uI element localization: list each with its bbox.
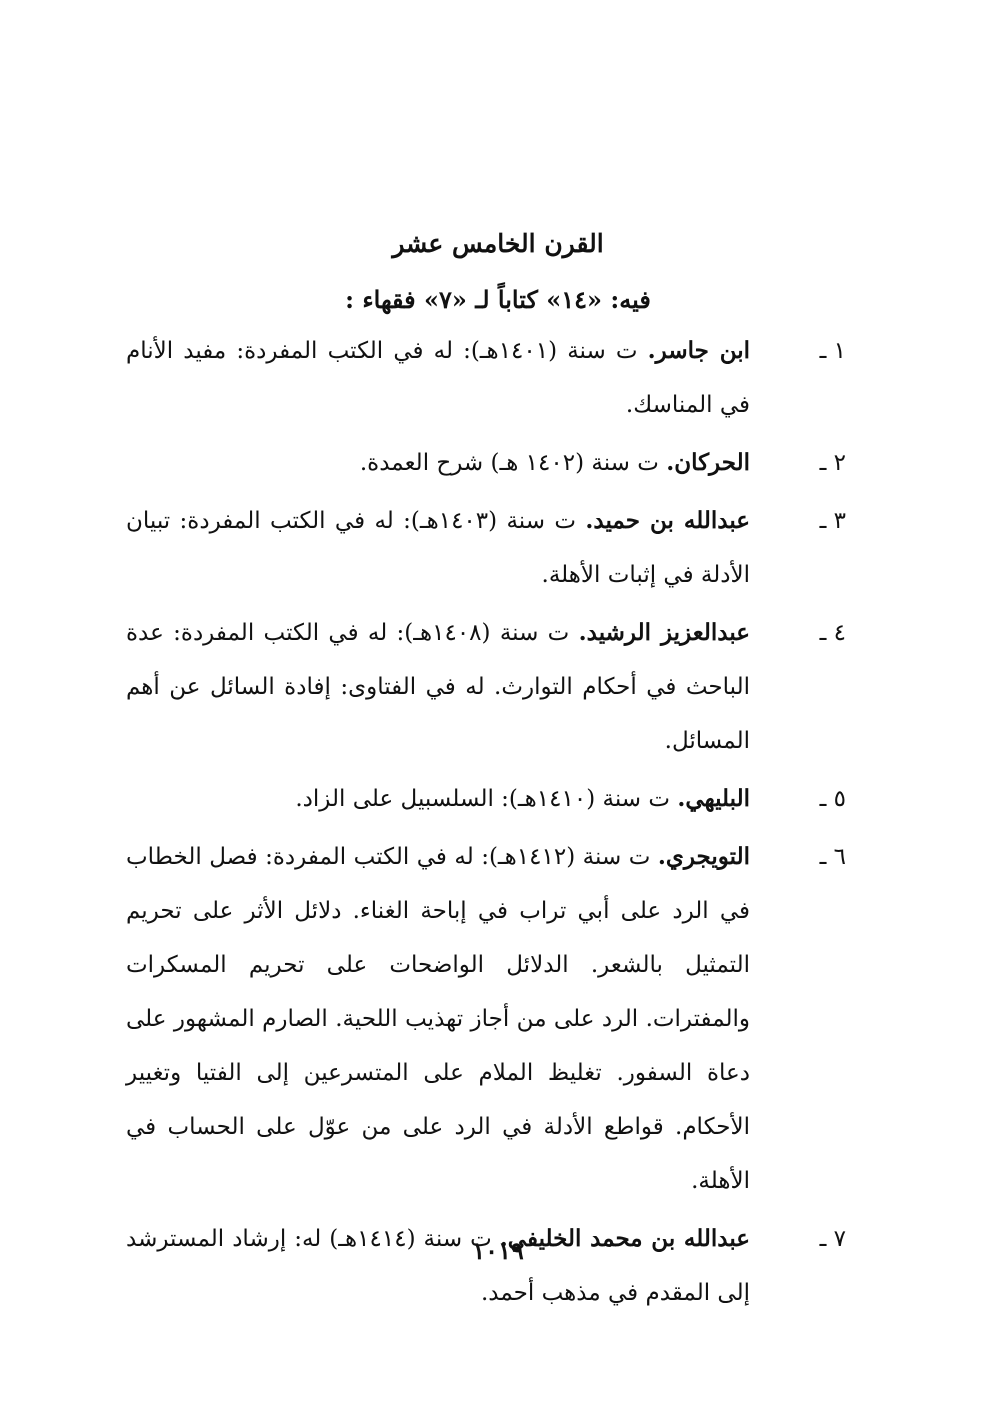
list-item xyxy=(126,436,846,490)
entry-number: ٤ ـ xyxy=(819,620,846,646)
entry-number: ٣ ـ xyxy=(819,508,846,534)
entry-text: ت سنة (١٤١٢هـ): له في الكتب المفردة: فصل الخطاب في الرد على أبي تراب في إباحة الغناء. دلائل الأثر على تحريم التمثيل بالشعر. الدلائل الواضحات على تحريم المسكرات والمفترات. الرد على من أجاز تهذيب اللحية. الصارم المشهور على دعاة السفور. تغليظ الملام على المتسرعين إلى الفتيا وتغيير الأحكام. قواطع الأدلة في الرد على من عوّل على الحساب في الأهلة. xyxy=(126,844,750,1194)
entry-text: ت سنة (١٤٠٣هـ): له في الكتب المفردة: تبيان الأدلة في إثبات الأهلة. xyxy=(126,508,750,588)
jurist-name: الحركان. xyxy=(666,449,750,476)
list-item xyxy=(126,830,846,1208)
entry-number: ٢ ـ xyxy=(819,450,846,476)
jurist-name: عبدالله بن حميد. xyxy=(585,507,750,534)
jurist-name: البليهي. xyxy=(677,785,750,812)
entry-number: ٦ ـ xyxy=(819,844,846,870)
entry-number: ٧ ـ xyxy=(819,1226,846,1252)
jurist-name: عبدالله بن محمد الخليفي. xyxy=(499,1225,750,1252)
entry-text: ت سنة (١٤١٠هـ): السلسبيل على الزاد. xyxy=(295,786,678,812)
list-item xyxy=(126,494,846,602)
entry-text: ت سنة (١٤٠٨هـ): له في الكتب المفردة: عدة الباحث في أحكام التوارث. له في الفتاوى: إفادة السائل عن أهم المسائل. xyxy=(126,620,750,754)
entry-text: ت سنة (١٤٠١هـ): له في الكتب المفردة: مفيد الأنام في المناسك. xyxy=(126,338,750,418)
jurist-list xyxy=(126,324,846,1324)
entry-number: ١ ـ xyxy=(819,338,846,364)
section-heading: القرن الخامس عشر xyxy=(392,229,604,258)
list-item xyxy=(126,324,846,432)
entry-text: ت سنة (١٤٠٢ هـ) شرح العمدة. xyxy=(359,450,667,476)
section-subheading: فيه: «١٤» كتاباً لـ «٧» فقهاء : xyxy=(345,285,651,314)
page-number: ١٠١٩ xyxy=(472,1236,524,1265)
entry-text: ت سنة (١٤١٤هـ) له: إرشاد المسترشد إلى المقدم في مذهب أحمد. xyxy=(126,1226,750,1306)
list-item xyxy=(126,772,846,826)
list-item xyxy=(126,1212,846,1320)
jurist-name: عبدالعزيز الرشيد. xyxy=(578,619,750,646)
list-item xyxy=(126,606,846,768)
jurist-name: ابن جاسر. xyxy=(647,337,750,364)
jurist-name: التويجري. xyxy=(657,843,750,870)
entry-number: ٥ ـ xyxy=(819,786,846,812)
